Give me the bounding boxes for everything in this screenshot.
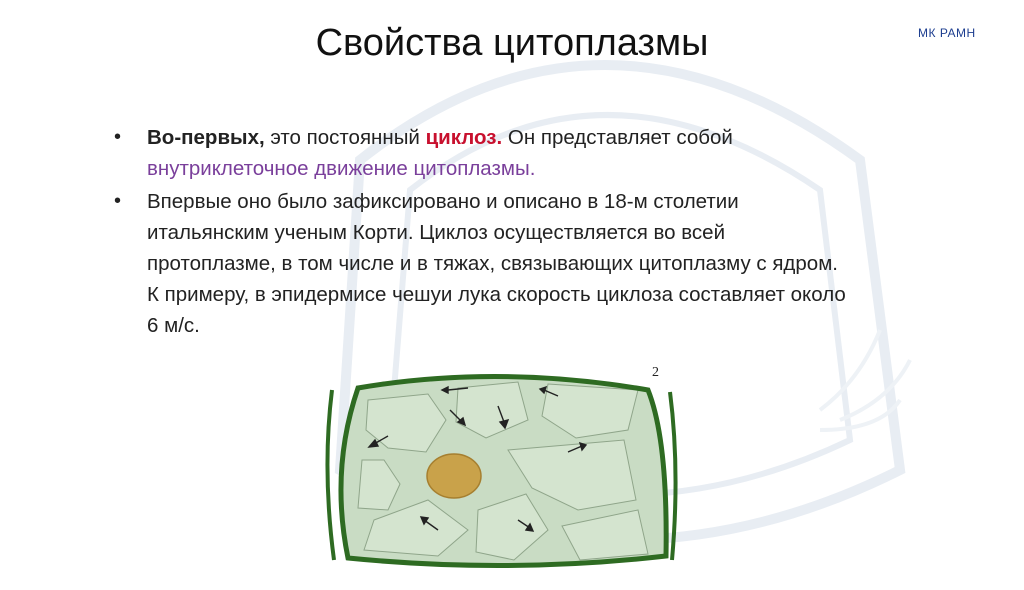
cell-wall-left-extension — [327, 390, 334, 560]
brand-label: МК РАМН — [918, 26, 976, 40]
figure-label: 2 — [652, 365, 659, 380]
bullet-1-lead: Во-первых, — [147, 126, 265, 149]
page-title: Свойства цитоплазмы — [315, 22, 709, 64]
bullet-item-1 — [112, 122, 852, 184]
bullet-marker: • — [114, 126, 122, 148]
cell-wall-right-extension — [670, 392, 676, 560]
bullet-1-text-a: это постоянный — [264, 126, 426, 149]
bullet-marker: • — [114, 190, 122, 212]
bullet-item-2 — [112, 186, 852, 341]
bullet-2-text: Впервые оно было зафиксировано и описано в 18-м столетии итальянским ученым Корти. Циклоз осуществляется во всей протоплазме, в том числе и в тяжах, связывающих цитоплазму с ядром. К примеру, в эпидермисе чешуи лука скорость циклоза составляет около 6 м/с. — [147, 190, 846, 337]
bullet-1-definition: внутриклеточное движение цитоплазмы. — [147, 157, 536, 180]
nucleus — [427, 454, 481, 498]
bullet-1-term: циклоз. — [425, 126, 503, 149]
bullet-list — [112, 122, 852, 343]
bullet-1-text-b: Он представляет собой — [502, 126, 733, 149]
cell-cyclosis-figure — [318, 360, 684, 574]
